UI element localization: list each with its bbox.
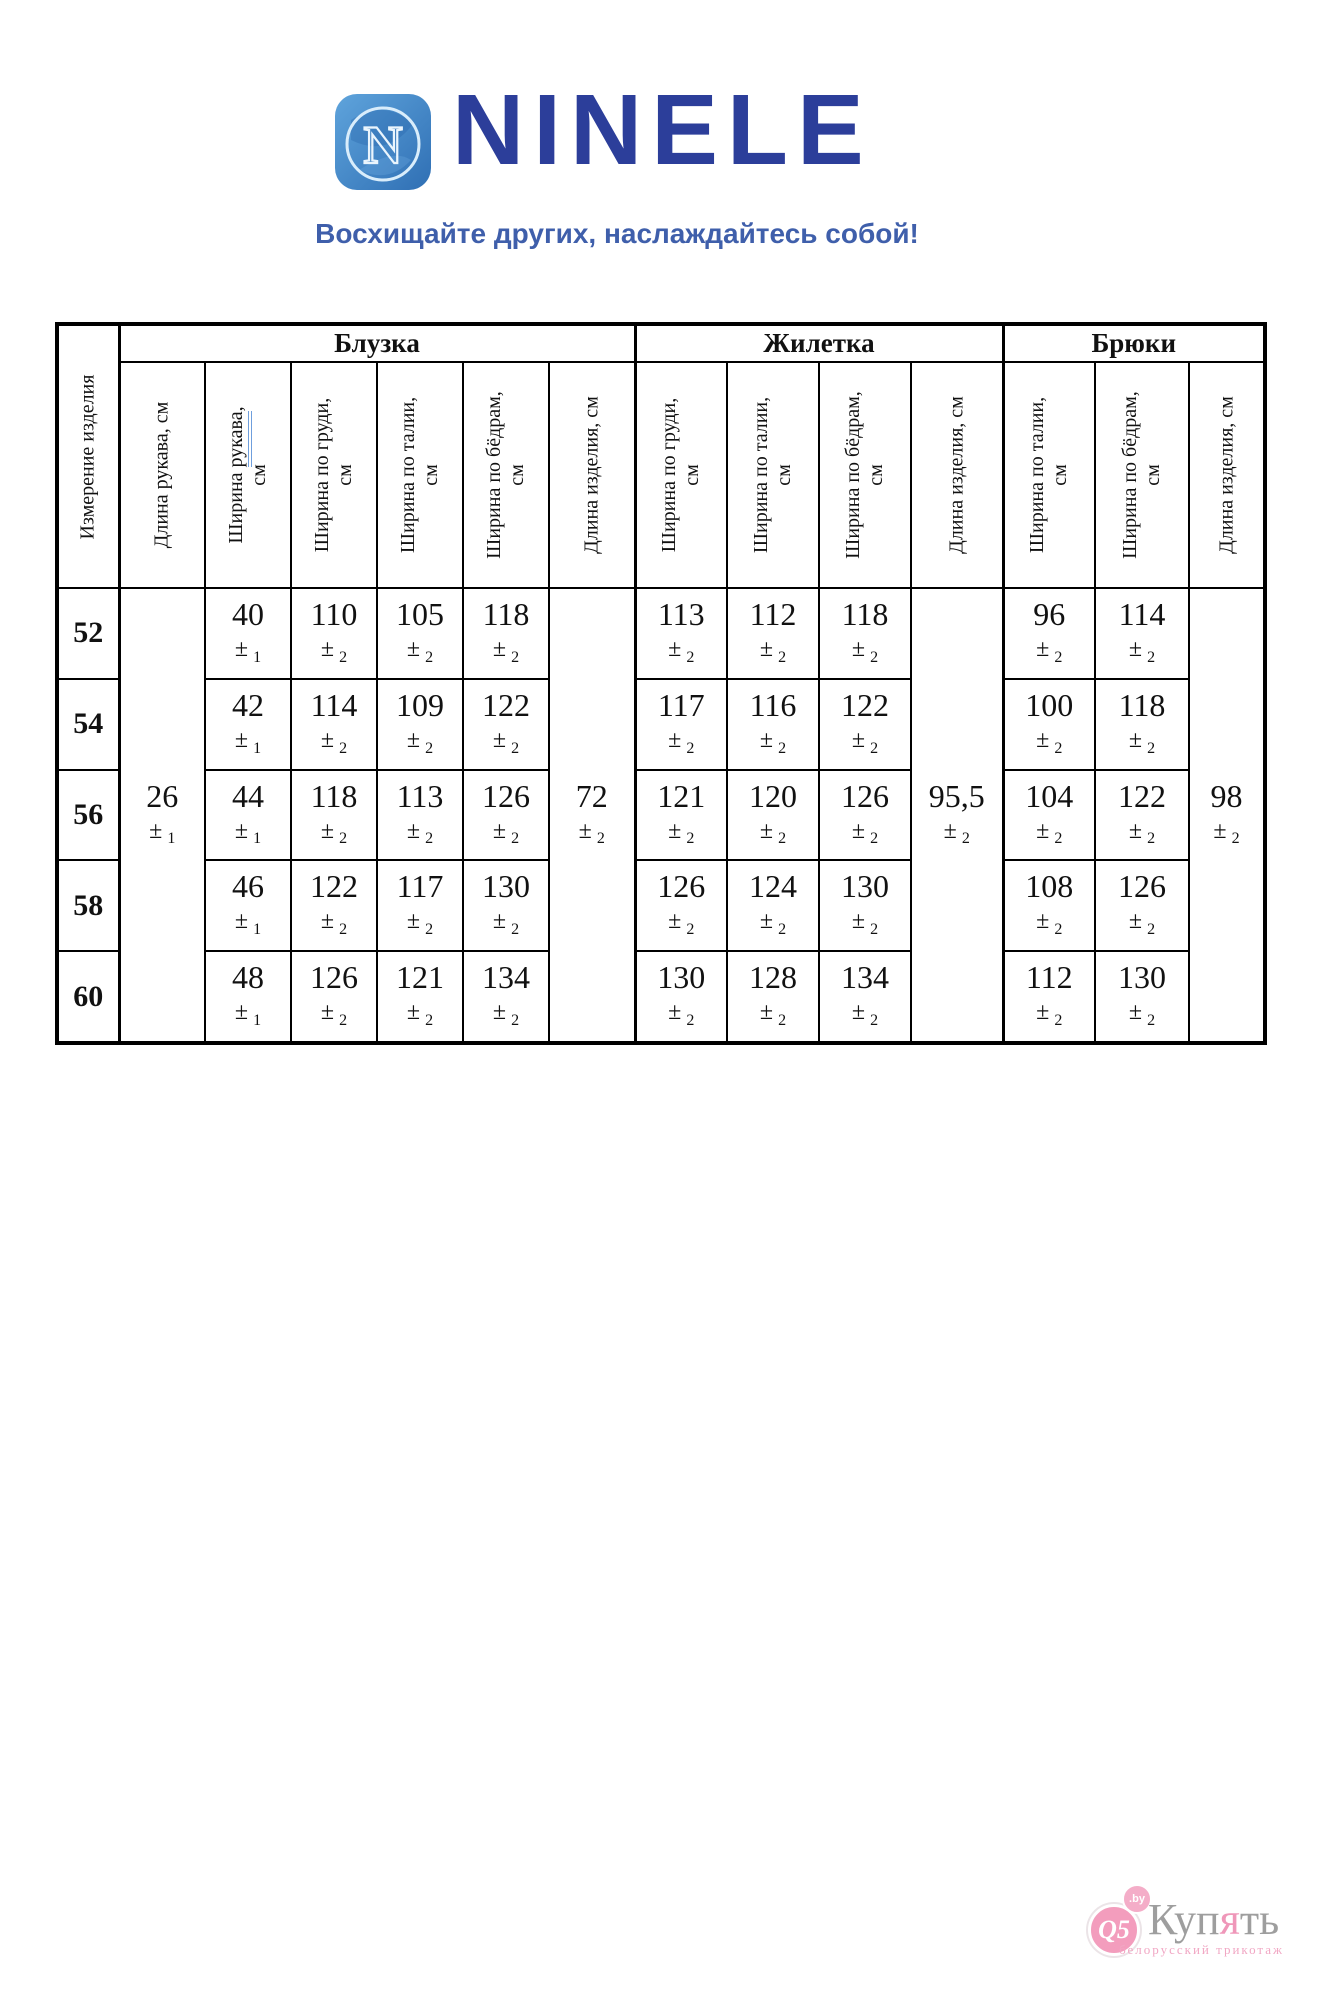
- brand-name: NINELE: [452, 74, 873, 186]
- measurement-cell: 110 ± $_2$: [291, 588, 377, 679]
- size-label: 52: [57, 588, 119, 679]
- column-header-vest-chest: Ширина по груди, см: [635, 362, 727, 588]
- measurement-cell: 46 ± $_1$: [205, 860, 291, 951]
- brand-tagline: Восхищайте других, наслаждайтесь собой!: [315, 218, 919, 249]
- column-header-blouse-chest: Ширина по груди, см: [291, 362, 377, 588]
- measurement-cell: 122 ± $_2$: [463, 679, 549, 770]
- measurement-cell: 120 ± $_2$: [727, 770, 819, 861]
- measurement-cell: 130 ± $_2$: [1095, 951, 1189, 1043]
- logo-letter-n: N: [363, 115, 403, 175]
- measurement-cell: 117 ± $_2$: [377, 860, 463, 951]
- merged-cell-trousers-length: 98 ± $_2$: [1189, 588, 1265, 1043]
- measurement-cell: 126 ± $_2$: [1095, 860, 1189, 951]
- column-header-blouse-hips: Ширина по бёдрам, см: [463, 362, 549, 588]
- measurement-cell: 42 ± $_1$: [205, 679, 291, 770]
- measurement-cell: 118 ± $_2$: [463, 588, 549, 679]
- section-header-vest: Жилетка: [635, 324, 1003, 362]
- column-header-vest-waist: Ширина по талии, см: [727, 362, 819, 588]
- size-label: 56: [57, 770, 119, 861]
- section-header-trousers: Брюки: [1003, 324, 1265, 362]
- measurement-cell: 100 ± $_2$: [1003, 679, 1095, 770]
- watermark: [1086, 1884, 1301, 1964]
- column-header-vest-hips: Ширина по бёдрам, см: [819, 362, 911, 588]
- section-header-blouse: Блузка: [119, 324, 635, 362]
- column-header-blouse-sleeve-width: Ширина рукава, см: [205, 362, 291, 588]
- measurement-cell: 109 ± $_2$: [377, 679, 463, 770]
- measurement-cell: 113 ± $_2$: [377, 770, 463, 861]
- measurement-cell: 105 ± $_2$: [377, 588, 463, 679]
- column-header-blouse-sleeve-length: Длина рукава, см: [119, 362, 205, 588]
- measurement-cell: 48 ± $_1$: [205, 951, 291, 1043]
- size-label: 60: [57, 951, 119, 1043]
- column-header-vest-length: Длина изделия, см: [911, 362, 1003, 588]
- measurement-cell: 108 ± $_2$: [1003, 860, 1095, 951]
- merged-cell-blouse-sleeve-length: 26 ± $_1$: [119, 588, 205, 1043]
- measurement-cell: 44 ± $_1$: [205, 770, 291, 861]
- measurement-cell: 118 ± $_2$: [819, 588, 911, 679]
- measurement-cell: 113 ± $_2$: [635, 588, 727, 679]
- watermark-subtitle: белорусский трикотаж: [1119, 1942, 1284, 1957]
- measurement-cell: 130 ± $_2$: [635, 951, 727, 1043]
- measurement-cell: 130 ± $_2$: [463, 860, 549, 951]
- column-header-trousers-length: Длина изделия, см: [1189, 362, 1265, 588]
- measurement-cell: 122 ± $_2$: [1095, 770, 1189, 861]
- measurement-cell: 128 ± $_2$: [727, 951, 819, 1043]
- measurement-cell: 118 ± $_2$: [1095, 679, 1189, 770]
- measurement-cell: 126 ± $_2$: [819, 770, 911, 861]
- measurement-cell: 130 ± $_2$: [819, 860, 911, 951]
- measurement-cell: 134 ± $_2$: [463, 951, 549, 1043]
- watermark-q5-label: Q5: [1098, 1915, 1130, 1944]
- corner-header-label: Измерение изделия: [76, 374, 99, 539]
- measurement-cell: 114 ± $_2$: [1095, 588, 1189, 679]
- measurement-cell: 104 ± $_2$: [1003, 770, 1095, 861]
- size-label: 58: [57, 860, 119, 951]
- measurement-cell: 122 ± $_2$: [291, 860, 377, 951]
- measurement-cell: 121 ± $_2$: [635, 770, 727, 861]
- measurement-cell: 121 ± $_2$: [377, 951, 463, 1043]
- measurement-cell: 112 ± $_2$: [727, 588, 819, 679]
- measurement-cell: 116 ± $_2$: [727, 679, 819, 770]
- watermark-title: Купять: [1148, 1895, 1280, 1944]
- column-header-blouse-length: Длина изделия, см: [549, 362, 635, 588]
- measurement-cell: 40 ± $_1$: [205, 588, 291, 679]
- column-header-trousers-waist: Ширина по талии, см: [1003, 362, 1095, 588]
- measurement-cell: 126 ± $_2$: [635, 860, 727, 951]
- size-chart-table: [55, 322, 1267, 1045]
- size-chart: [55, 322, 1267, 1045]
- merged-cell-vest-length: 95,5 ± $_2$: [911, 588, 1003, 1043]
- measurement-cell: 118 ± $_2$: [291, 770, 377, 861]
- column-header-blouse-waist: Ширина по талии, см: [377, 362, 463, 588]
- measurement-cell: 114 ± $_2$: [291, 679, 377, 770]
- measurement-cell: 96 ± $_2$: [1003, 588, 1095, 679]
- column-header-trousers-hips: Ширина по бёдрам, см: [1095, 362, 1189, 588]
- measurement-cell: 112 ± $_2$: [1003, 951, 1095, 1043]
- watermark-by-label: .by: [1129, 1893, 1145, 1905]
- measurement-cell: 117 ± $_2$: [635, 679, 727, 770]
- measurement-cell: 126 ± $_2$: [291, 951, 377, 1043]
- merged-cell-blouse-length: 72 ± $_2$: [549, 588, 635, 1043]
- measurement-cell: 124 ± $_2$: [727, 860, 819, 951]
- measurement-cell: 126 ± $_2$: [463, 770, 549, 861]
- ninele-logo-icon: [333, 92, 433, 192]
- measurement-cell: 122 ± $_2$: [819, 679, 911, 770]
- corner-header: [57, 324, 119, 588]
- measurement-cell: 134 ± $_2$: [819, 951, 911, 1043]
- size-label: 54: [57, 679, 119, 770]
